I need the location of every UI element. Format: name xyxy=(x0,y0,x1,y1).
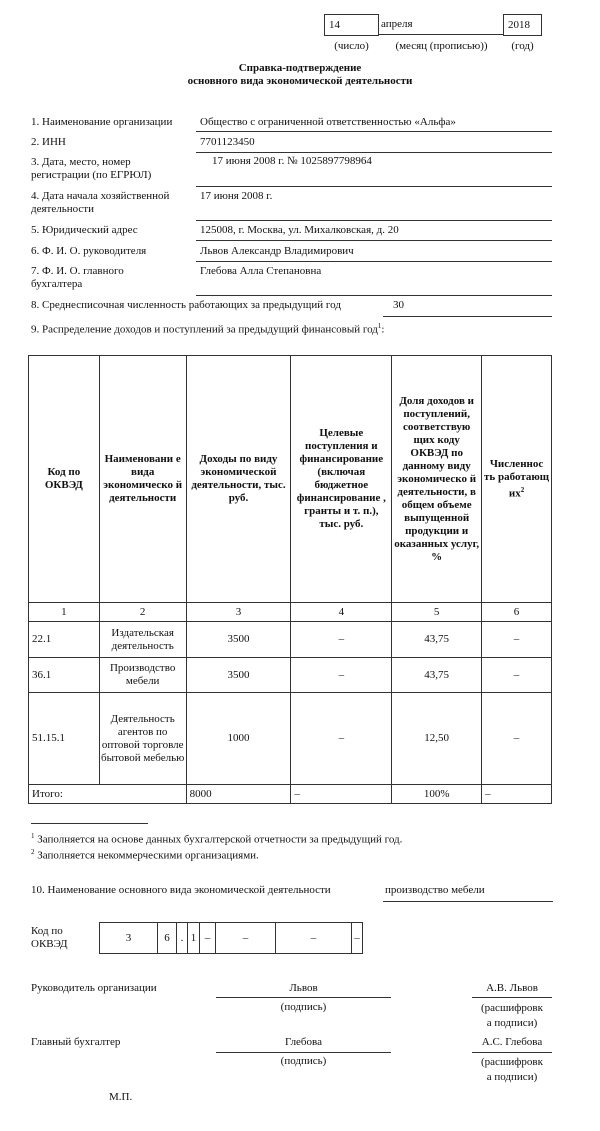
header-income: Доходы по виду экономической деятельности, тыс. руб. xyxy=(186,356,291,603)
title-line-2: основного вида экономической деятельности xyxy=(187,75,413,87)
director-label: 6. Ф. И. О. руководителя xyxy=(31,245,147,257)
cell-income: 3500 xyxy=(186,658,291,693)
stamp-placeholder: М.П. xyxy=(109,1091,133,1103)
inn-label: 2. ИНН xyxy=(31,136,66,148)
table-row xyxy=(29,693,552,785)
cell-target: – xyxy=(291,693,392,785)
main-activity-value[interactable]: производство мебели xyxy=(385,884,485,896)
cell-staff: – xyxy=(482,693,552,785)
accountant-role-label: Главный бухгалтер xyxy=(31,1036,121,1048)
okved-code-boxes xyxy=(99,922,363,954)
total-share: 100% xyxy=(392,785,482,804)
cell-target: – xyxy=(291,658,392,693)
code-digit[interactable]: 3 xyxy=(100,923,158,954)
cell-code: 51.15.1 xyxy=(29,693,100,785)
cell-share: 43,75 xyxy=(392,622,482,658)
income-table xyxy=(28,355,552,804)
col-number: 5 xyxy=(392,603,482,622)
header-share: Доля доходов и поступлений, соответствую щих коду ОКВЭД по данному виду экономическо й деятельности, в общем объеме выпущенной продукции и оказанных услуг, % xyxy=(392,356,482,603)
code-digit[interactable]: 1 xyxy=(188,923,200,954)
legal-address-label: 5. Юридический адрес xyxy=(31,224,138,236)
okved-code-label: Код по ОКВЭД xyxy=(31,925,68,950)
cell-name: Издательская деятельность xyxy=(99,622,186,658)
signature-line xyxy=(472,1052,552,1053)
divider xyxy=(196,152,552,153)
code-digit[interactable]: – xyxy=(352,923,363,954)
accountant-name[interactable]: А.С. Глебова xyxy=(481,1036,543,1048)
divider xyxy=(196,240,552,241)
signature-line xyxy=(472,997,552,998)
code-digit[interactable]: 6 xyxy=(158,923,177,954)
accountant-signature[interactable]: Глебова xyxy=(285,1036,322,1048)
header-target-funding: Целевые поступления и финансирование (включая бюджетное финансирование , гранты и т. п.), тыс. руб. xyxy=(291,356,392,603)
header-okved-code: Код по ОКВЭД xyxy=(29,356,100,603)
registration-value[interactable]: 17 июня 2008 г. № 1025897798964 xyxy=(212,155,372,167)
income-distribution-label: 9. Распределение доходов и поступлений за предыдущий финансовый год$^1$: xyxy=(31,322,385,336)
org-name-label: 1. Наименование организации xyxy=(31,116,173,128)
col-number: 6 xyxy=(482,603,552,622)
headcount-label: 8. Среднесписочная численность работающих за предыдущий год xyxy=(31,299,341,311)
divider xyxy=(196,261,552,262)
legal-address-value[interactable]: 125008, г. Москва, ул. Михалковская, д. 20 xyxy=(200,224,399,236)
activity-start-label: 4. Дата начала хозяйственной деятельности xyxy=(31,190,170,215)
date-year-caption: (год) xyxy=(511,40,534,52)
code-digit[interactable]: – xyxy=(276,923,352,954)
code-digit[interactable]: – xyxy=(216,923,276,954)
cell-income: 3500 xyxy=(186,622,291,658)
date-year-field[interactable]: 2018 xyxy=(503,14,542,36)
divider xyxy=(196,186,552,187)
date-day-field[interactable]: 14 xyxy=(324,14,379,36)
divider xyxy=(196,131,552,132)
cell-name: Производство мебели xyxy=(99,658,186,693)
accountant-signature-caption: (подпись) xyxy=(280,1055,327,1067)
date-day-caption: (число) xyxy=(334,40,369,52)
director-signature-caption: (подпись) xyxy=(280,1001,327,1013)
header-activity-name: Наименовани е вида экономическо й деятельности xyxy=(99,356,186,603)
activity-start-value[interactable]: 17 июня 2008 г. xyxy=(200,190,273,202)
table-row xyxy=(29,658,552,693)
total-staff: – xyxy=(482,785,552,804)
cell-share: 12,50 xyxy=(392,693,482,785)
director-signature[interactable]: Львов xyxy=(289,982,318,994)
accountant-value[interactable]: Глебова Алла Степановна xyxy=(200,265,322,277)
document-title xyxy=(0,62,600,88)
cell-code: 36.1 xyxy=(29,658,100,693)
divider xyxy=(383,901,553,902)
total-row xyxy=(29,785,552,804)
signature-line xyxy=(216,1052,391,1053)
cell-staff: – xyxy=(482,658,552,693)
divider xyxy=(383,316,552,317)
total-income: 8000 xyxy=(186,785,291,804)
col-number: 2 xyxy=(99,603,186,622)
inn-value[interactable]: 7701123450 xyxy=(200,136,255,148)
footnote-separator xyxy=(31,823,148,824)
cell-code: 22.1 xyxy=(29,622,100,658)
main-activity-label: 10. Наименование основного вида экономической деятельности xyxy=(31,884,331,896)
title-line-1: Справка-подтверждение xyxy=(238,62,362,74)
accountant-label: 7. Ф. И. О. главного бухгалтера xyxy=(31,265,124,290)
director-name-caption: (расшифровк а подписи) xyxy=(481,1002,543,1029)
col-number: 3 xyxy=(186,603,291,622)
divider xyxy=(196,220,552,221)
col-number: 1 xyxy=(29,603,100,622)
accountant-name-caption: (расшифровк а подписи) xyxy=(481,1056,543,1083)
org-name-value[interactable]: Общество с ограниченной ответственностью «Альфа» xyxy=(200,116,456,128)
registration-label: 3. Дата, место, номер регистрации (по ЕГРЮЛ) xyxy=(31,156,152,181)
director-name[interactable]: А.В. Львов xyxy=(486,982,538,994)
divider xyxy=(196,295,552,296)
total-target: – xyxy=(291,785,392,804)
cell-staff: – xyxy=(482,622,552,658)
director-value[interactable]: Львов Александр Владимирович xyxy=(200,245,354,257)
total-label: Итого: xyxy=(29,785,187,804)
column-number-row xyxy=(29,603,552,622)
footnote-2: $^2$ Заполняется некоммерческими организациями. xyxy=(31,848,259,862)
director-role-label: Руководитель организации xyxy=(31,982,157,994)
table-row xyxy=(29,622,552,658)
footnote-1: $^1$ Заполняется на основе данных бухгалтерской отчетности за предыдущий год. xyxy=(31,832,403,846)
date-month-field[interactable]: апреля xyxy=(379,14,504,35)
code-digit[interactable]: – xyxy=(200,923,216,954)
code-dot: . xyxy=(177,923,188,954)
cell-name: Деятельность агентов по оптовой торговле бытовой мебелью xyxy=(99,693,186,785)
cell-share: 43,75 xyxy=(392,658,482,693)
table-header-row xyxy=(29,356,552,603)
cell-target: – xyxy=(291,622,392,658)
cell-income: 1000 xyxy=(186,693,291,785)
header-staff: Численнос ть работающ $их^2$ xyxy=(482,356,552,603)
col-number: 4 xyxy=(291,603,392,622)
signature-line xyxy=(216,997,391,998)
headcount-value[interactable]: 30 xyxy=(393,299,404,311)
date-month-caption: (месяц (прописью)) xyxy=(395,40,488,52)
